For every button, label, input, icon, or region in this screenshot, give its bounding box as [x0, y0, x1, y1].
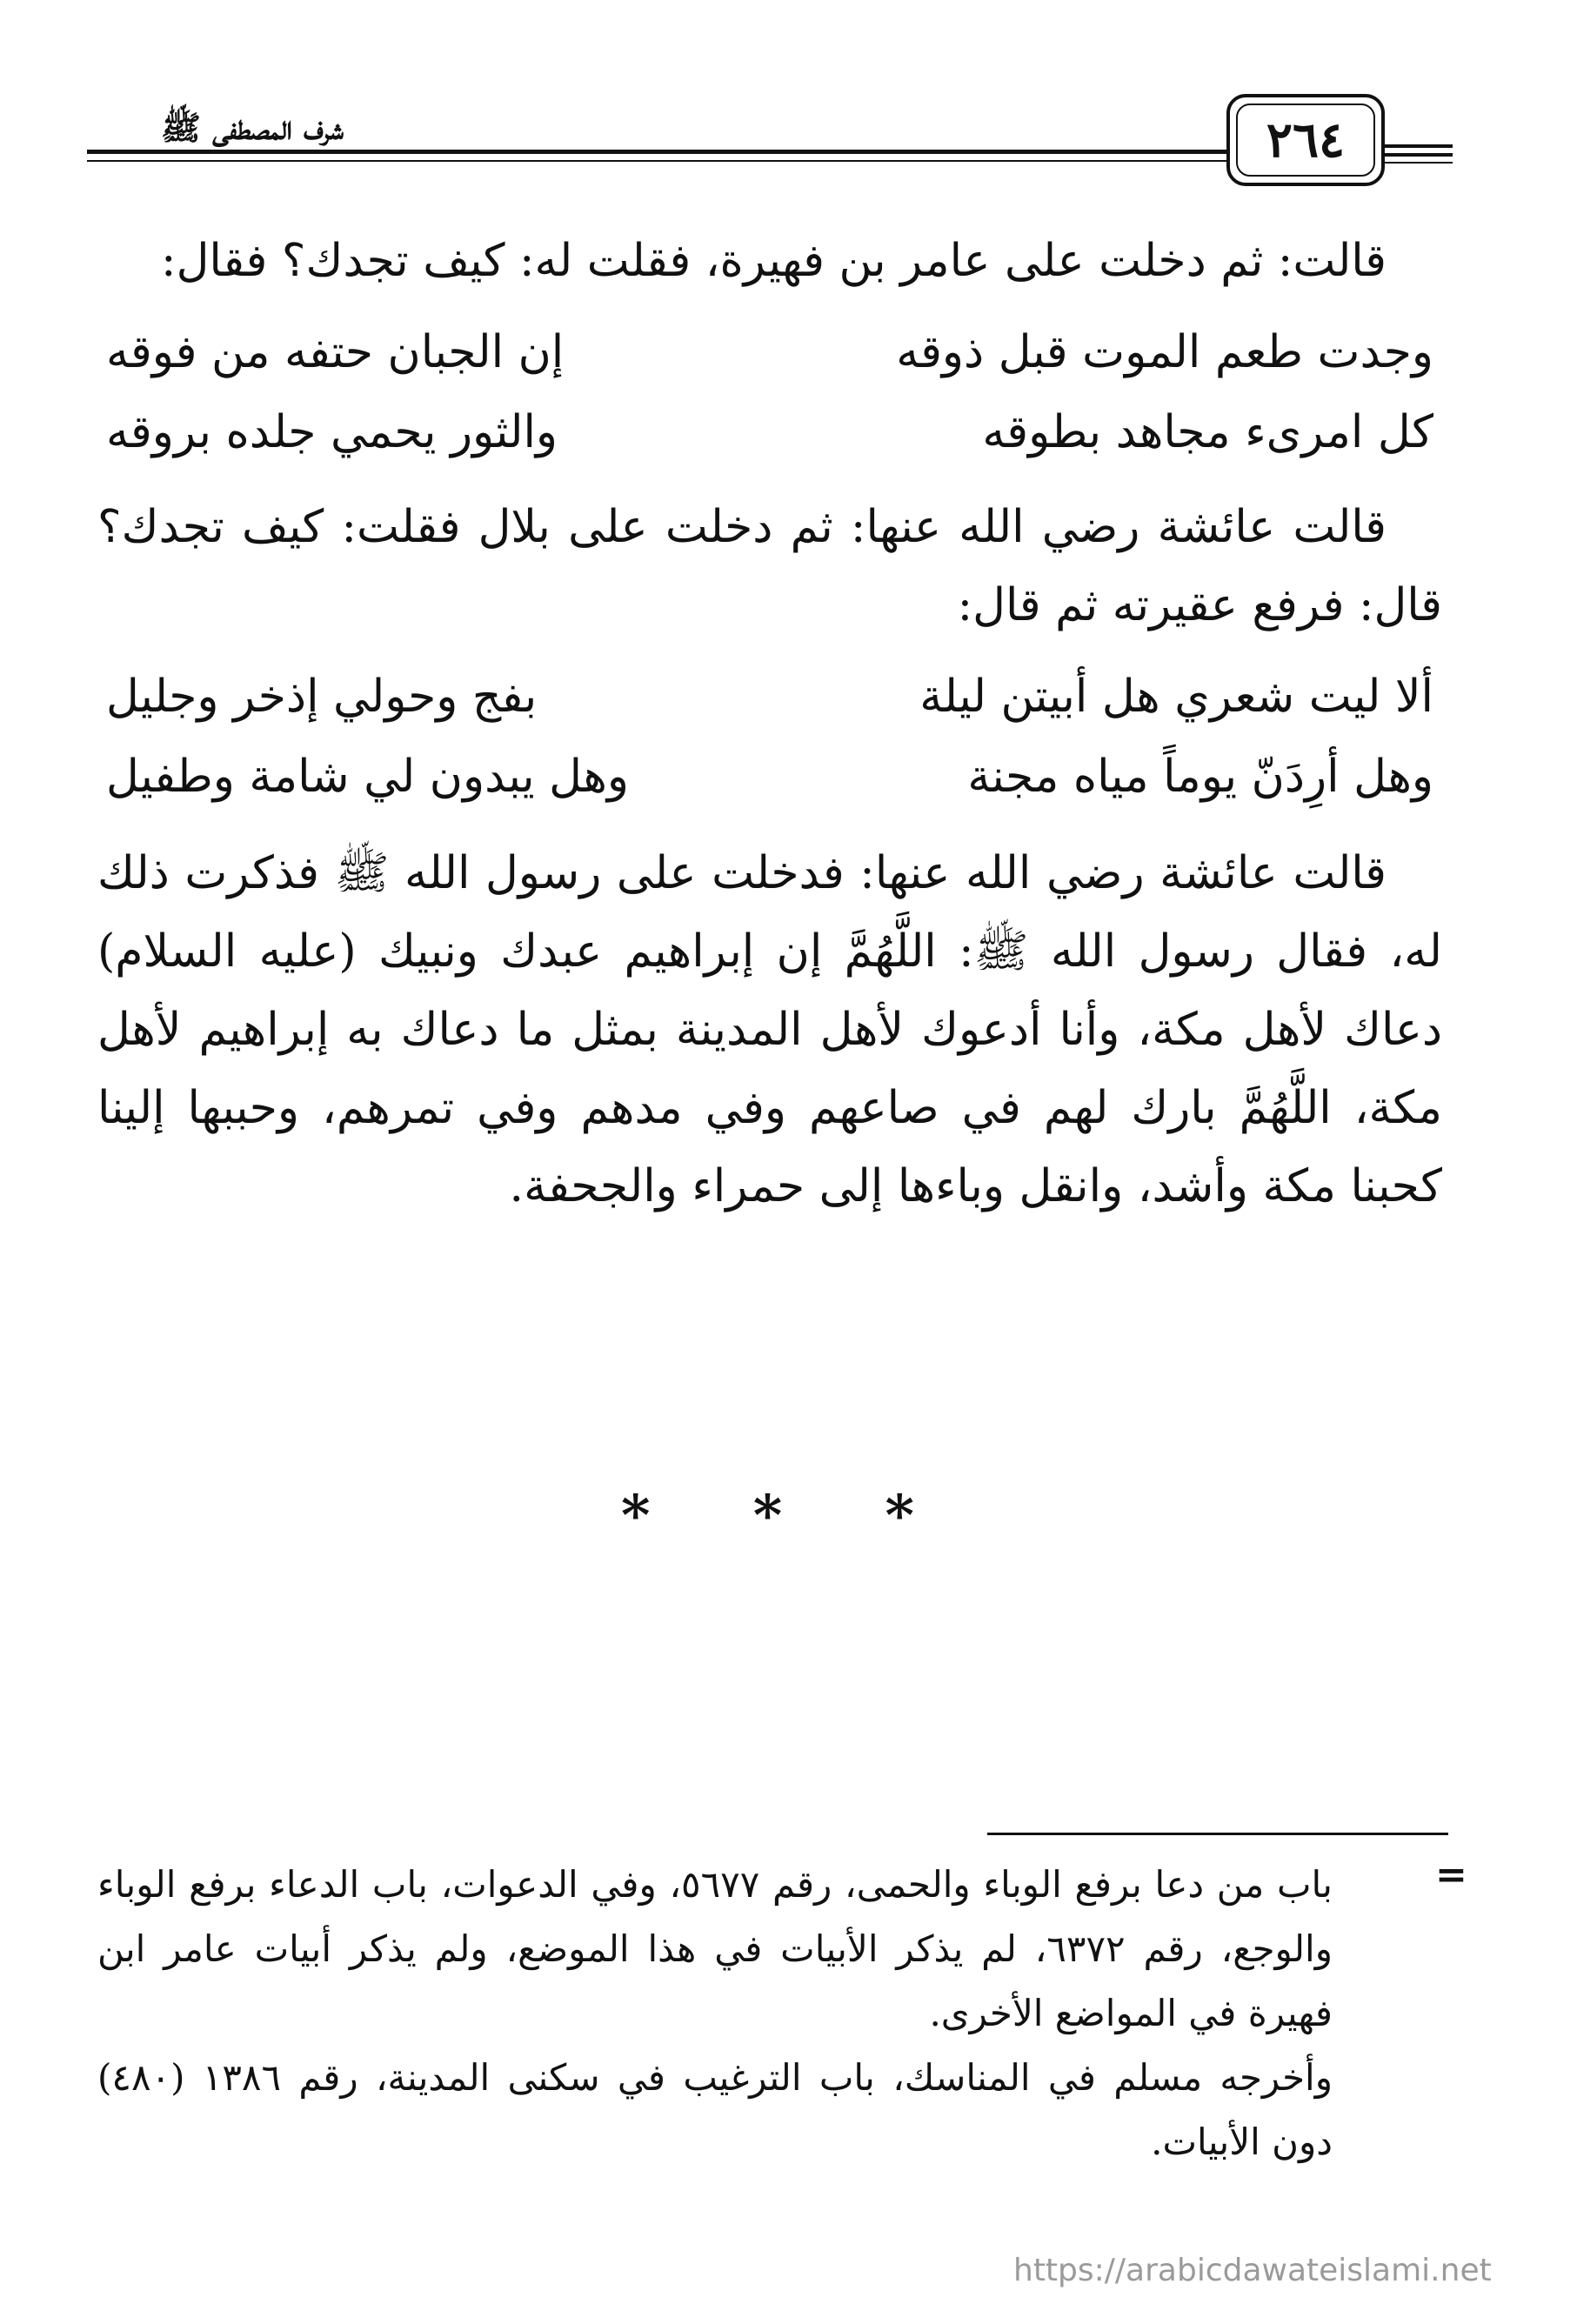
page-header [87, 87, 1453, 191]
verse-second-hemistich: والثور يحمي جلده بروقه [106, 406, 558, 458]
footnotes [97, 1853, 1333, 2174]
verse-first-hemistich: كل امرىء مجاهد بطوقه [982, 406, 1433, 458]
header-rule-right [1385, 144, 1453, 148]
verse-second-hemistich: وهل يبدون لي شامة وطفيل [106, 751, 629, 803]
footnote-line: وأخرجه مسلم في المناسك، باب الترغيب في سكنى المدينة، رقم ١٣٨٦ (٤٨٠) دون الأبيات. [97, 2056, 1333, 2163]
footnote-line: باب من دعا برفع الوباء والحمى، رقم ٥٦٧٧، وفي الدعوات، باب الدعاء برفع الوباء والوجع، رقم ٦٣٧٢، لم يذكر الأبيات في هذا الموضع، ولم يذكر أبيات عامر ابن فهيرة في المواضع الأخرى. [97, 1863, 1333, 2034]
watermark: https://arabicdawateislami.net [1013, 2253, 1492, 2288]
paragraph-bilal: قالت عائشة رضي الله عنها: ثم دخلت على بلال فقلت: كيف تجدك؟ قال: فرفع عقيرته ثم قال: [97, 501, 1442, 631]
verse [97, 657, 1442, 737]
footnote-separator [987, 1833, 1448, 1835]
verse [97, 392, 1442, 472]
header-rule-right [1385, 162, 1453, 164]
main-text [97, 222, 1442, 1225]
page-number: ٢٦٤ [1236, 104, 1375, 177]
verse [97, 312, 1442, 392]
poem-bilal [97, 657, 1442, 817]
paragraph-prayer: قالت عائشة رضي الله عنها: فدخلت على رسول الله ﷺ فذكرت ذلك له، فقال رسول الله ﷺ: اللَّهُمَّ إن إبراهيم عبدك ونبيك (عليه السلام) دعاك لأهل مكة، وأنا أدعوك لأهل المدينة بمثل ما دعاك به إبراهيم لأهل مكة، اللَّهُمَّ بارك لهم في صاعهم وفي مدهم وفي تمرهم، وحببها إلينا كحبنا مكة وأشد، وانقل وباءها إلى حمراء والجحفة. [97, 847, 1442, 1212]
header-rule-thin [87, 160, 1226, 162]
running-title: شرف المصطفى ﷺ [161, 108, 344, 147]
verse [97, 737, 1442, 817]
paragraph-amir: قالت: ثم دخلت على عامر بن فهيرة، فقلت له: كيف تجدك؟ فقال: [161, 235, 1387, 287]
poem-amir [97, 312, 1442, 472]
page-number-frame [1226, 94, 1385, 186]
verse-first-hemistich: ألا ليت شعري هل أبيتن ليلة [919, 671, 1433, 723]
section-ornament: * * * [621, 1483, 956, 1548]
header-rule [87, 150, 1226, 154]
verse-first-hemistich: وجدت طعم الموت قبل ذوقه [896, 326, 1433, 378]
verse-second-hemistich: بفج وحولي إذخر وجليل [106, 671, 538, 723]
verse-first-hemistich: وهل أرِدَنّ يوماً مياه مجنة [967, 751, 1433, 803]
verse-second-hemistich: إن الجبان حتفه من فوقه [106, 326, 565, 378]
header-rule-right [1385, 153, 1453, 157]
footnote-continuation-mark: = [1435, 1853, 1467, 1897]
